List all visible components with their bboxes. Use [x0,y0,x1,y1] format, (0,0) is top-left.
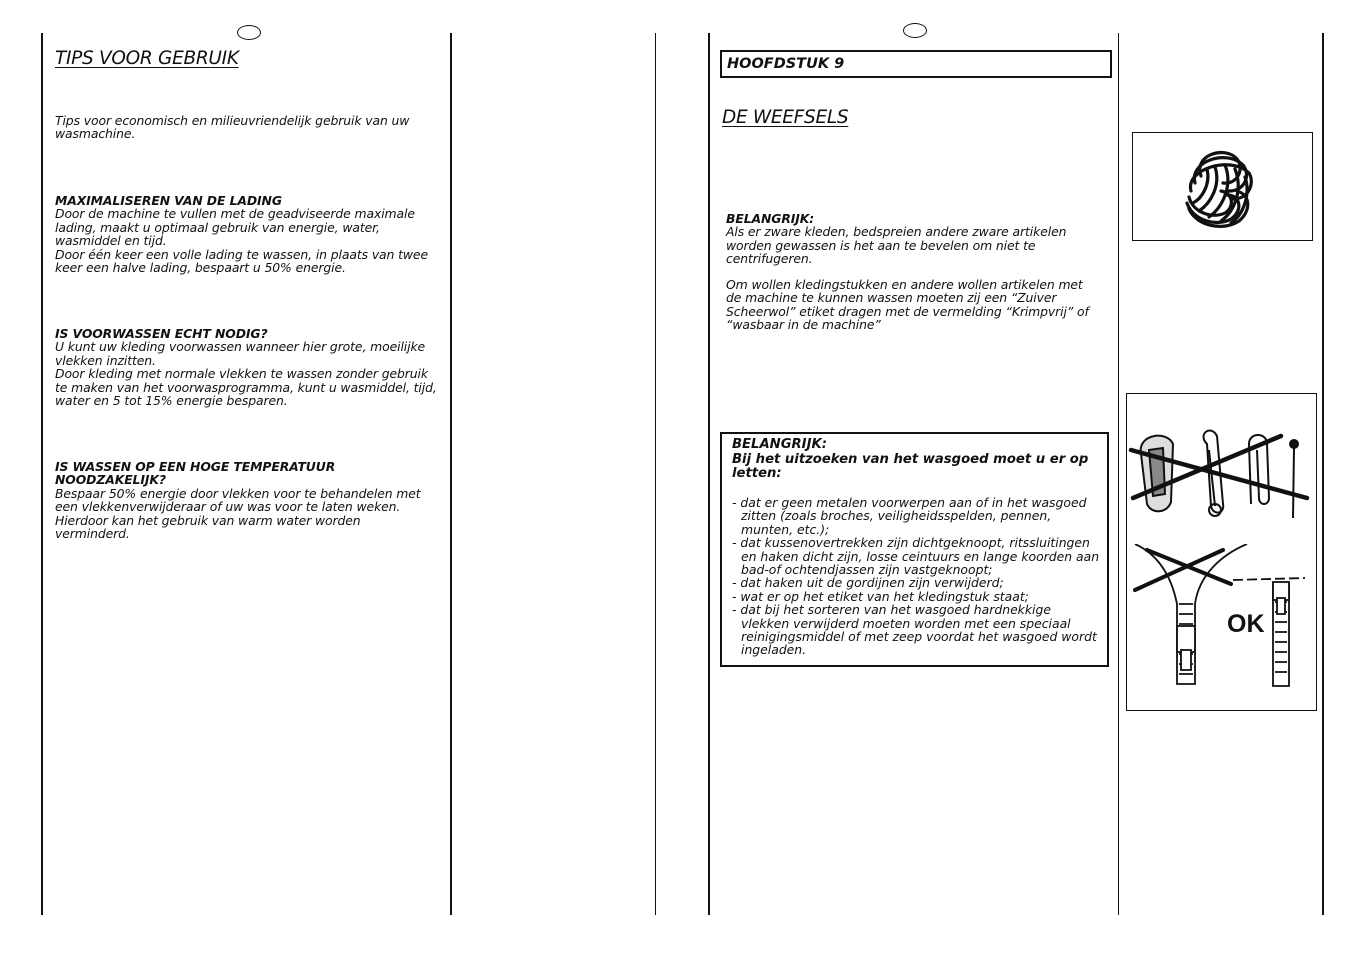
list-item: - dat er geen metalen voorwerpen aan of in het wasgoed zitten (zoals broches, veiligheidsspelden, pennen, munten, etc.); [732,496,1102,536]
right-page-border [1322,33,1324,915]
section-load [55,194,440,274]
zipper-open-vs-closed-icon [1127,544,1316,710]
section-temperature [55,460,437,540]
page-title-tips: TIPS VOOR GEBRUIK [55,48,239,69]
list-item: - wat er op het etiket van het kledingstuk staat; [732,590,1102,603]
section-heading: MAXIMALISEREN VAN DE LADING [55,193,282,208]
crossed-metal-objects-icon [1127,394,1316,544]
section-paragraph: Door één keer een volle lading te wassen, in plaats van twee keer een halve lading, bespaart u 50% energie. [55,246,428,276]
list-item: - dat bij het sorteren van het wasgoed hardnekkige vlekken verwijderd moeten worden met een speciaal reinigingsmiddel of met zeep voordat het wasgoed wordt ingeladen. [732,603,1102,657]
section-heading: IS VOORWASSEN ECHT NODIG? [55,326,268,341]
list-item: - dat kussenovertrekken zijn dichtgeknoopt, ritssluitingen en haken dicht zijn, losse ceintuurs en lange koorden aan bad-of ochtendjassen zijn vastgeknoopt; [732,536,1102,576]
intro-text: Tips voor economisch en milieuvriendelijk gebruik van uw wasmachine. [55,113,410,142]
list-item: - dat haken uit de gordijnen zijn verwijderd; [732,576,1102,589]
section-paragraph: U kunt uw kleding voorwassen wanneer hier grote, moeilijke vlekken inzitten. [55,339,426,368]
sorting-warning-heading [732,438,1092,482]
page-title-fabrics: DE WEEFSELS [722,107,849,128]
section-paragraph: Door de machine te vullen met de geadviseerde maximale lading, maakt u optimaal gebruik van energie, water, wasmiddel en tijd. [55,206,415,249]
spine-right [708,33,710,915]
section-prewash [55,327,437,407]
left-column-divider [450,33,452,915]
section-heading: IS WASSEN OP EEN HOGE TEMPERATUUR NOODZAKELIJK? [55,459,336,488]
left-page-border [41,33,43,915]
ok-label: OK [1227,610,1265,638]
right-column-divider [1118,33,1119,915]
sorting-warning-box [720,432,1109,667]
section-paragraph: Door kleding met normale vlekken te wassen zonder gebruik te maken van het voorwasprogramma, kunt u wasmiddel, tijd, water en 5 tot 15% energie besparen. [55,366,437,409]
section-paragraph: Bespaar 50% energie door vlekken voor te behandelen met een vlekkenverwijderaar of uw was voor te laten weken. Hierdoor kan het gebruik van warm water worden verminderd. [55,485,421,542]
sorting-illustration-box [1126,393,1317,711]
language-marker-right [903,23,927,38]
box-heading-line1: BELANGRIJK: [732,437,827,452]
important-text: Als er zware kleden, bedspreien andere zware artikelen worden gewassen is het aan te bevelen om niet te centrifugeren. [726,224,1067,267]
chapter-header: HOOFDSTUK 9 [720,50,1112,78]
woolmark-box [1132,132,1313,241]
language-marker-left [237,25,261,40]
woolmark-icon [1133,133,1312,240]
important-heavy-items [726,212,1091,266]
box-heading-line2: Bij het uitzoeken van het wasgoed moet u er op letten: [732,451,1089,481]
spine-left [655,33,656,915]
important-label: BELANGRIJK: [726,211,815,226]
sorting-checklist [732,496,1102,657]
wool-text: Om wollen kledingstukken en andere wollen artikelen met de machine te kunnen wassen moeten zij een “Zuiver Scheerwol” etiket dragen met de vermelding “Krimpvrij” of “wasbaar in de machine” [726,277,1089,333]
